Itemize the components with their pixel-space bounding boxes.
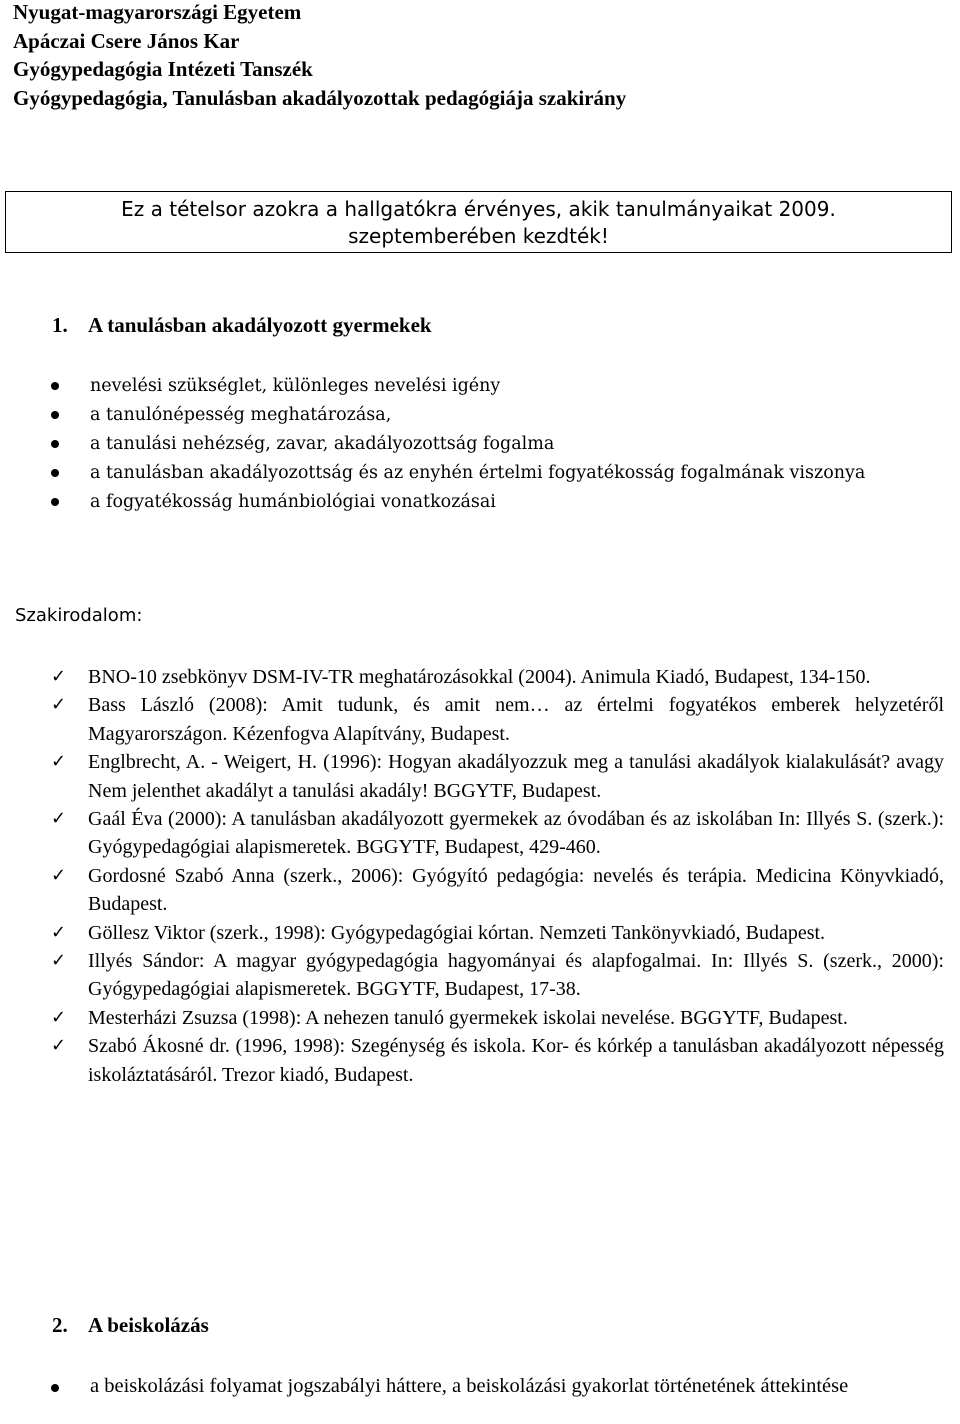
bullet-icon: [51, 411, 59, 419]
bullet-icon: [51, 1384, 59, 1392]
institution-header: [13, 0, 626, 112]
section-1-bullet-list: [51, 372, 944, 517]
bullet-icon: [51, 440, 59, 448]
reference-item: ✓ Englbrecht, A. - Weigert, H. (1996): Hogyan akadályozzuk meg a tanulási akadályok kialakulását? avagy Nem jelenthet akadályt a tanulási akadály! BGGYTF, Budapest.: [51, 748, 944, 805]
reference-item: ✓ Szabó Ákosné dr. (1996, 1998): Szegénység és iskola. Kor- és kórkép a tanulásban akadályozott népesség iskoláztatásáról. Trezor kiadó, Budapest.: [51, 1032, 944, 1089]
section-1-number: 1.: [52, 313, 68, 337]
header-line-program: Gyógypedagógia, Tanulásban akadályozottak pedagógiája szakirány: [13, 85, 627, 110]
header-line-faculty: Apáczai Csere János Kar: [13, 28, 240, 53]
checkmark-icon: ✓: [51, 864, 67, 886]
reference-item: ✓ Bass László (2008): Amit tudunk, és amit nem… az értelmi fogyatékos emberek helyzetéről Magyarországon. Kézenfogva Alapítvány, Budapest.: [51, 691, 944, 748]
section-1-title: [52, 313, 432, 338]
checkmark-icon: ✓: [51, 808, 67, 830]
references-list: [51, 663, 944, 1089]
reference-item: ✓ BNO-10 zsebkönyv DSM-IV-TR meghatározásokkal (2004). Animula Kiadó, Budapest, 134-150.: [51, 663, 944, 691]
section-2-number: 2.: [52, 1313, 68, 1337]
header-line-university: Nyugat-magyarországi Egyetem: [13, 0, 302, 24]
bullet-icon: [51, 498, 59, 506]
checkmark-icon: ✓: [51, 751, 67, 773]
checkmark-icon: ✓: [51, 950, 67, 972]
list-item: a tanulási nehézség, zavar, akadályozottság fogalma: [51, 430, 944, 459]
reference-item: ✓ Gaál Éva (2000): A tanulásban akadályozott gyermekek az óvodában és az iskolában In: Illyés S. (szerk.): Gyógypedagógiai alapismeretek. BGGYTF, Budapest, 429-460.: [51, 805, 944, 862]
list-item: a tanulónépesség meghatározása,: [51, 401, 944, 430]
section-2-bullet-list: [51, 1372, 944, 1400]
list-item: a beiskolázási folyamat jogszabályi háttere, a beiskolázási gyakorlat történetének áttekintése: [51, 1372, 944, 1400]
section-2-title-text: A beiskolázás: [88, 1313, 209, 1337]
checkmark-icon: ✓: [51, 666, 67, 687]
list-item: a fogyatékosság humánbiológiai vonatkozásai: [51, 488, 944, 517]
reference-item: ✓ Illyés Sándor: A magyar gyógypedagógia hagyományai és alapfogalmai. In: Illyés S. (szerk., 2000): Gyógypedagógiai alapismeretek. BGGYTF, Budapest, 17-38.: [51, 947, 944, 1004]
checkmark-icon: ✓: [51, 1006, 67, 1028]
checkmark-icon: ✓: [51, 921, 67, 943]
bullet-icon: [51, 382, 59, 390]
header-line-department: Gyógypedagógia Intézeti Tanszék: [13, 57, 313, 81]
list-item: nevelési szükséglet, különleges nevelési igény: [51, 372, 944, 401]
reference-item: ✓ Gordosné Szabó Anna (szerk., 2006): Gyógyító pedagógia: nevelés és terápia. Medicina Könyvkiadó, Budapest.: [51, 862, 944, 919]
notice-box: Ez a tételsor azokra a hallgatókra érvényes, akik tanulmányaikat 2009. szeptemberében kezdték!: [5, 191, 952, 253]
reference-item: ✓ Göllesz Viktor (szerk., 1998): Gyógypedagógiai kórtan. Nemzeti Tankönyvkiadó, Budapest.: [51, 919, 944, 947]
reference-item: ✓ Mesterházi Zsuzsa (1998): A nehezen tanuló gyermekek iskolai nevelése. BGGYTF, Budapest.: [51, 1004, 944, 1032]
checkmark-icon: ✓: [51, 694, 67, 716]
references-label: Szakirodalom:: [15, 605, 143, 626]
section-1-title-text: A tanulásban akadályozott gyermekek: [88, 313, 432, 337]
bullet-icon: [51, 469, 59, 477]
checkmark-icon: ✓: [51, 1035, 67, 1057]
list-item: a tanulásban akadályozottság és az enyhén értelmi fogyatékosság fogalmának viszonya: [51, 459, 944, 488]
section-2-title: [52, 1313, 209, 1338]
